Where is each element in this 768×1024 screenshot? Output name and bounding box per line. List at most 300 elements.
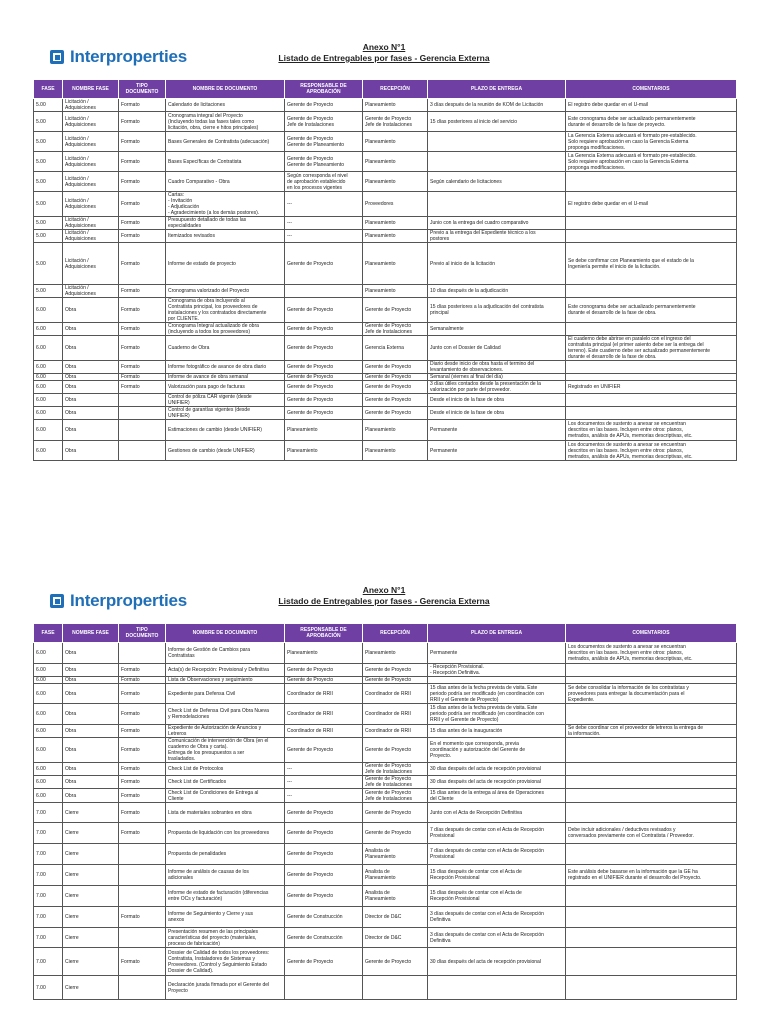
cell-doc-name [166, 776, 285, 789]
cell-text: Check List de Defensa Civil para Obra Nueva y Remodelaciones [168, 708, 269, 720]
brand-name: Interproperties [70, 591, 187, 610]
cell-text: Cierre [65, 809, 79, 816]
cell-text: Estimaciones de cambio (desde UNIFIER) [168, 427, 262, 433]
cell-text: Gerente de Proyecto [365, 747, 412, 753]
cell-text: Formato [121, 809, 140, 816]
cell-text: Junto con el Dossier de Calidad [430, 345, 501, 351]
cell-phase [34, 394, 63, 407]
cell-approver [285, 374, 363, 381]
cell-approver [285, 420, 363, 441]
cell-reception [363, 677, 428, 684]
cell-deadline [428, 374, 566, 381]
table-row [34, 112, 737, 132]
cell-text: Gerente de Proyecto [287, 326, 334, 332]
cell-text: 7.00 [36, 872, 46, 878]
cell-doc-type [119, 976, 166, 1000]
cell-approver [285, 823, 363, 844]
cell-doc-name [166, 823, 285, 844]
cell-deadline [428, 738, 566, 763]
cell-phase [34, 407, 63, 420]
cell-deadline [428, 763, 566, 776]
cell-text: Gerente de Proyecto Jefe de Instalaciones [365, 776, 412, 788]
cell-text: Formato [121, 345, 140, 351]
cell-reception [363, 976, 428, 1000]
cell-text: Formato [121, 364, 140, 370]
cell-text: Este cronograma debe ser actualizado permanentemente durante el desarrollo de la fase de proyecto. [568, 115, 696, 128]
col-header: NOMBRE DE DOCUMENTO [166, 80, 285, 99]
cell-reception [363, 948, 428, 976]
cell-doc-type [119, 374, 166, 381]
table-row [34, 789, 737, 803]
cell-comments [566, 381, 737, 394]
cell-phase [34, 928, 63, 948]
table-row [34, 420, 737, 441]
cell-doc-type [119, 865, 166, 886]
cell-deadline [428, 243, 566, 285]
cell-doc-type [119, 441, 166, 461]
cell-text: Gerente de Proyecto [287, 893, 334, 899]
cell-phase-name [63, 776, 119, 789]
cell-reception [363, 776, 428, 789]
cell-text: Cronograma Integral actualizado de obra (incluyendo a todos los proveedores) [168, 323, 259, 335]
cell-doc-type [119, 361, 166, 374]
cell-phase-name [63, 217, 119, 230]
cell-deadline [428, 192, 566, 217]
cell-deadline [428, 928, 566, 948]
cell-doc-type [119, 132, 166, 152]
cell-text: Según calendario de licitaciones [430, 178, 502, 185]
cell-text: 7.00 [36, 958, 46, 965]
cell-text: Gerente de Proyecto [287, 958, 334, 965]
cell-deadline [428, 152, 566, 172]
cell-phase-name [63, 381, 119, 394]
cell-text: 6.00 [36, 650, 46, 656]
cell-text: Dossier de Calidad de todos los proveedores: Contratista, Instaladores de Sistemas y Proveedores. (Control y Seguimiento Estado Dossier de Calidad). [168, 949, 270, 974]
table-row [34, 907, 737, 928]
cell-text: Gerente de Proyecto [365, 830, 412, 836]
table-row [34, 374, 737, 381]
col-header: FASE [34, 624, 63, 643]
cell-deadline [428, 823, 566, 844]
cell-text: 7.00 [36, 809, 46, 816]
cell-deadline [428, 776, 566, 789]
table-row [34, 865, 737, 886]
cell-text: Check List de Protocolos [168, 766, 224, 772]
cell-deadline [428, 230, 566, 243]
cell-deadline [428, 803, 566, 823]
cell-deadline [428, 907, 566, 928]
cell-approver [285, 99, 363, 112]
cell-phase-name [63, 323, 119, 336]
cell-approver [285, 928, 363, 948]
cell-text: Analista de Planeamiento [365, 869, 396, 881]
cell-text: Registrado en UNIFIER [568, 384, 621, 390]
table-row [34, 407, 737, 420]
cell-doc-name [166, 844, 285, 865]
cell-phase-name [63, 948, 119, 976]
cell-doc-type [119, 823, 166, 844]
cell-reception [363, 132, 428, 152]
cell-phase [34, 948, 63, 976]
cell-comments [566, 243, 737, 285]
cell-text: Formato [121, 914, 140, 920]
cell-text: Control de póliza CAR vigente (desde UNIFIER) [168, 394, 252, 406]
table-row [34, 381, 737, 394]
cell-approver [285, 441, 363, 461]
cell-phase [34, 192, 63, 217]
cell-phase-name [63, 886, 119, 907]
cell-text: Junio con la entrega del cuadro comparativo [430, 220, 529, 226]
cell-phase-name [63, 192, 119, 217]
cell-text: 6.00 [36, 766, 46, 772]
cell-phase [34, 886, 63, 907]
cell-text: Gerente de Proyecto [287, 260, 334, 267]
cell-reception [363, 823, 428, 844]
cell-phase [34, 112, 63, 132]
table-row [34, 394, 737, 407]
cell-phase-name [63, 928, 119, 948]
cell-approver [285, 976, 363, 1000]
cell-text: Formato [121, 374, 140, 380]
cell-text: 5.00 [36, 138, 46, 145]
cell-text: Gestiones de cambio (desde UNIFIER) [168, 447, 255, 454]
cell-doc-type [119, 776, 166, 789]
cell-text: Formato [121, 747, 140, 753]
cell-text: Bases Específicas de Contratista [168, 158, 242, 165]
cell-reception [363, 704, 428, 725]
cell-text: Gerente de Proyecto Jefe de Instalaciones [365, 763, 412, 775]
cell-comments [566, 361, 737, 374]
table-row [34, 684, 737, 704]
cell-comments [566, 704, 737, 725]
cell-text: Diario desde inicio de obra hasta el termino del levantamiento de observaciones. [430, 361, 535, 373]
cell-text: Gerente de Proyecto [287, 397, 334, 403]
cell-approver [285, 112, 363, 132]
cell-doc-name [166, 907, 285, 928]
cell-phase [34, 704, 63, 725]
cell-text: Este cronograma debe ser actualizado permanentemente durante el desarrollo de la fase de obra. [568, 304, 696, 316]
cell-comments [566, 865, 737, 886]
cell-phase-name [63, 152, 119, 172]
cell-reception [363, 394, 428, 407]
cell-text: Obra [65, 650, 77, 656]
cell-text: Formato [121, 158, 140, 165]
cell-text: Obra [65, 711, 77, 717]
cell-doc-name [166, 407, 285, 420]
cell-phase [34, 323, 63, 336]
cell-text: 6.00 [36, 397, 46, 403]
cell-comments [566, 725, 737, 738]
table-row [34, 677, 737, 684]
cell-text: Cierre [65, 893, 79, 899]
cell-doc-name [166, 948, 285, 976]
cell-deadline [428, 217, 566, 230]
cell-reception [363, 643, 428, 664]
cell-text: Gerente de Proyecto [365, 374, 412, 380]
cell-phase [34, 684, 63, 704]
cell-text: Formato [121, 384, 140, 390]
cell-reception [363, 285, 428, 298]
cell-text: 6.00 [36, 307, 46, 313]
cell-text: Gerente de Proyecto [287, 872, 334, 878]
cell-doc-name [166, 886, 285, 907]
table-row [34, 803, 737, 823]
cell-text: - Recepción Provisional. - Recepción Definitiva. [430, 664, 484, 676]
cell-approver [285, 132, 363, 152]
cell-phase [34, 420, 63, 441]
cell-phase [34, 738, 63, 763]
cell-phase-name [63, 99, 119, 112]
col-header: COMENTARIOS [566, 80, 737, 99]
cell-reception [363, 172, 428, 192]
table-row [34, 441, 737, 461]
cell-phase [34, 664, 63, 677]
cell-text: Cierre [65, 830, 79, 836]
cell-text: Coordinador de RRII [287, 690, 333, 697]
cell-text: Formato [121, 288, 140, 294]
document-title [0, 42, 768, 64]
cell-text: --- [287, 233, 292, 239]
cell-phase-name [63, 112, 119, 132]
cell-text: Itemizados revisados [168, 233, 215, 239]
cell-comments [566, 217, 737, 230]
cell-text: 3 días útiles contados desde la presentación de la valorización por parte del proveedor. [430, 381, 541, 393]
cell-doc-name [166, 738, 285, 763]
cell-deadline [428, 886, 566, 907]
cell-approver [285, 948, 363, 976]
cell-reception [363, 725, 428, 738]
cell-approver [285, 285, 363, 298]
cell-text: Gerente de Proyecto [287, 307, 334, 313]
cell-text: Presentación resumen de las principales características del proyecto (materiales, proceso de fabricación) [168, 928, 259, 947]
cell-text: Obra [65, 677, 77, 683]
cell-approver [285, 230, 363, 243]
cell-doc-type [119, 217, 166, 230]
cell-text: 7.00 [36, 984, 46, 991]
cell-phase [34, 865, 63, 886]
table-row [34, 230, 737, 243]
cell-text: 15 días antes de la fecha prevista de visita. Este periodo podría ser modificado (en coordinación con RRII y el Gerente de Proyecto) [430, 684, 544, 703]
cell-doc-type [119, 928, 166, 948]
col-header: NOMBRE FASE [63, 624, 119, 643]
cell-reception [363, 99, 428, 112]
table-row [34, 192, 737, 217]
cell-reception [363, 243, 428, 285]
cell-text: 15 días antes de la entrega al área de Operaciones del Cliente [430, 789, 544, 802]
cell-reception [363, 192, 428, 217]
cell-text: Coordinador de RRII [365, 711, 411, 717]
cell-comments [566, 677, 737, 684]
table-header [34, 624, 737, 643]
cell-text: Gerente de Proyecto Gerente de Planeamiento [287, 155, 344, 168]
cell-deadline [428, 285, 566, 298]
cell-text: --- [287, 792, 292, 799]
cell-text: Gerente de Proyecto [365, 397, 412, 403]
cell-reception [363, 217, 428, 230]
cell-text: Licitación / Adquisiciones [65, 257, 96, 270]
cell-text: Previo a la entrega del Expediente técnico a los postores [430, 230, 536, 242]
cell-doc-name [166, 441, 285, 461]
cell-phase-name [63, 803, 119, 823]
cell-text: 7 días después de contar con el Acta de Recepción Provisional [430, 848, 544, 860]
cell-comments [566, 285, 737, 298]
cell-text: Gerente de Proyecto [287, 345, 334, 351]
cell-phase [34, 844, 63, 865]
table-row [34, 725, 737, 738]
cell-text: Check List de Certificados [168, 779, 227, 785]
cell-text: La Gerencia Externa adecuará el formato pre-establecido. Solo requiere aprobación en caso la Gerencia Externa proponga modificaciones. [568, 152, 697, 171]
cell-approver [285, 336, 363, 361]
cell-phase-name [63, 336, 119, 361]
cell-reception [363, 112, 428, 132]
cell-approver [285, 152, 363, 172]
cell-text: Gerente de Proyecto Gerente de Planeamiento [287, 135, 344, 148]
cell-doc-name [166, 217, 285, 230]
cell-text: Gerente de Proyecto [287, 677, 334, 683]
cell-text: Planeamiento [365, 427, 396, 433]
col-header: RECEPCIÓN [363, 624, 428, 643]
cell-text: Formato [121, 711, 140, 717]
cell-doc-name [166, 976, 285, 1000]
cell-text: Formato [121, 667, 140, 673]
cell-approver [285, 865, 363, 886]
cell-comments [566, 420, 737, 441]
cell-doc-name [166, 704, 285, 725]
col-header: FASE [34, 80, 63, 99]
cell-text: 5.00 [36, 118, 46, 125]
cell-text: Cuadro Comparativo - Obra [168, 178, 230, 185]
annex-label: Anexo N°1 [362, 42, 406, 52]
cell-approver [285, 381, 363, 394]
cell-text: Planeamiento [365, 138, 396, 145]
cell-text: 6.00 [36, 345, 46, 351]
cell-phase [34, 976, 63, 1000]
cell-approver [285, 361, 363, 374]
cell-doc-name [166, 152, 285, 172]
cell-text: Propuesta de liquidación con los proveedores [168, 830, 270, 836]
cell-text: Desde el inicio de la fase de obra [430, 397, 504, 403]
cell-text: Gerente de Construcción [287, 914, 343, 920]
cell-phase [34, 803, 63, 823]
cell-deadline [428, 684, 566, 704]
cell-text: El registro debe quedar en el U-mail [568, 201, 649, 207]
cell-text: Expediente de Autorización de Anuncios y Letreros [168, 725, 262, 737]
cell-phase-name [63, 823, 119, 844]
cell-doc-type [119, 844, 166, 865]
cell-phase-name [63, 907, 119, 928]
cell-text: 6.00 [36, 384, 46, 390]
cell-text: 5.00 [36, 178, 46, 185]
table-row [34, 285, 737, 298]
cell-text: Formato [121, 792, 140, 799]
cell-text: Gerente de Proyecto Jefe de Instalaciones [287, 115, 334, 128]
table-row [34, 217, 737, 230]
cell-phase [34, 99, 63, 112]
cell-text: Formato [121, 766, 140, 772]
cell-comments [566, 738, 737, 763]
cell-approver [285, 192, 363, 217]
cell-doc-name [166, 336, 285, 361]
cell-deadline [428, 361, 566, 374]
cell-doc-name [166, 132, 285, 152]
cell-text: 15 días después de contar con el Acta de Recepción Provisional [430, 869, 522, 881]
cell-text: Cierre [65, 958, 79, 965]
cell-phase-name [63, 763, 119, 776]
cell-phase-name [63, 684, 119, 704]
cell-text: Gerente de Proyecto [365, 384, 412, 390]
cell-phase [34, 823, 63, 844]
table-row [34, 823, 737, 844]
table-row [34, 323, 737, 336]
cell-comments [566, 99, 737, 112]
cell-comments [566, 192, 737, 217]
cell-approver [285, 243, 363, 285]
cell-text: Gerente de Proyecto [287, 374, 334, 380]
cell-comments [566, 230, 737, 243]
cell-comments [566, 684, 737, 704]
cell-text: Formato [121, 307, 140, 313]
cell-text: --- [287, 766, 292, 772]
cell-deadline [428, 381, 566, 394]
cell-comments [566, 664, 737, 677]
cell-comments [566, 823, 737, 844]
cell-reception [363, 684, 428, 704]
cell-reception [363, 152, 428, 172]
cell-comments [566, 789, 737, 803]
cell-text: 7.00 [36, 893, 46, 899]
cell-doc-type [119, 763, 166, 776]
cell-text: 15 días antes de la inauguración [430, 728, 503, 734]
cell-approver [285, 664, 363, 677]
cell-approver [285, 886, 363, 907]
cell-text: Licitación / Adquisiciones [65, 155, 96, 168]
cell-text: Planeamiento [365, 158, 396, 165]
cell-text: Junto con el Acta de Recepción Definitiva [430, 809, 522, 816]
cell-text: Proveedores [365, 201, 394, 207]
cell-text: Obra [65, 792, 77, 799]
cell-text: 3 días después de contar con el Acta de Recepción Definitiva [430, 931, 544, 944]
cell-text: 6.00 [36, 364, 46, 370]
cell-text: Licitación / Adquisiciones [65, 285, 96, 297]
cell-text: Director de D&C [365, 914, 402, 920]
cell-phase [34, 361, 63, 374]
cell-text: Planeamiento [365, 102, 396, 108]
col-header: NOMBRE FASE [63, 80, 119, 99]
cell-approver [285, 789, 363, 803]
deliverables-table [33, 79, 737, 461]
cell-deadline [428, 132, 566, 152]
cell-text: Formato [121, 677, 140, 683]
cell-deadline [428, 664, 566, 677]
cell-deadline [428, 704, 566, 725]
cell-doc-type [119, 298, 166, 323]
cell-comments [566, 886, 737, 907]
cell-text: Permanente [430, 650, 458, 656]
cell-doc-type [119, 112, 166, 132]
cell-doc-type [119, 336, 166, 361]
cell-phase [34, 381, 63, 394]
cell-text: Informe de estado de facturación (diferencias entre OCs y facturación) [168, 890, 269, 902]
cell-doc-type [119, 285, 166, 298]
cell-deadline [428, 677, 566, 684]
cell-text: 30 días después del acta de recepción provisional [430, 958, 541, 965]
cell-phase [34, 643, 63, 664]
cell-text: Formato [121, 779, 140, 785]
cell-deadline [428, 394, 566, 407]
cell-text: La Gerencia Externa adecuará el formato pre-establecido. Solo requiere aprobación en caso la Gerencia Externa proponga modificaciones. [568, 132, 697, 151]
cell-phase-name [63, 976, 119, 1000]
cell-comments [566, 298, 737, 323]
